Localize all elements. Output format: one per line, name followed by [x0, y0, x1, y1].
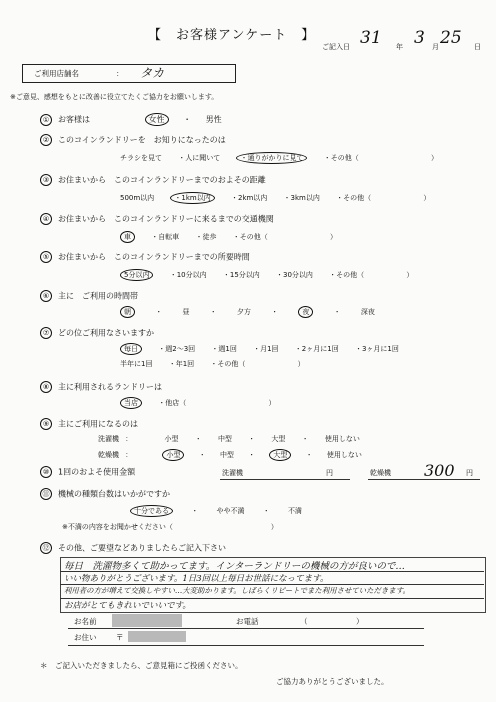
name-line	[68, 628, 246, 629]
option-15min[interactable]: ・15分以内	[222, 271, 260, 279]
option-2-3-weekly[interactable]: ・週2～3回	[158, 345, 196, 353]
date-month-unit: 月	[432, 43, 439, 51]
option-weekly[interactable]: ・週1回	[211, 345, 237, 353]
option-monthly[interactable]: ・月1回	[253, 345, 279, 353]
option-passing-by-selected[interactable]: ・通りがかりに見て	[236, 152, 307, 164]
option-other[interactable]: ・その他（	[210, 360, 246, 368]
question-number: ①	[40, 114, 52, 126]
comment-line-1: 毎日 洗濯物多くて助かってます。インターランドリーの機械の方が良いので…	[64, 561, 405, 572]
question-8-options: 当店 ・他店（ ）	[120, 397, 275, 409]
dissatisfaction-note: ※不満の内容をお聞かせください（ ）	[62, 523, 278, 531]
question-4: ④ お住まいから このコインランドリーに来るまでの交通機関	[40, 213, 274, 225]
washer-medium[interactable]: 中型	[217, 435, 232, 443]
question-text: 主に ご利用の時間帯	[58, 291, 138, 301]
option-30min[interactable]: ・30分以内	[276, 271, 313, 279]
store-colon: ：	[116, 69, 124, 78]
question-text: お客様は	[58, 115, 90, 124]
option-evening[interactable]: 夕方	[236, 308, 251, 316]
question-12: ⑫ その他、ご要望などありましたらご記入下さい	[40, 542, 226, 554]
option-other-store[interactable]: ・他店（	[158, 399, 187, 407]
intro-text: ※ご意見、感想をもとに改善に役立てたくご協力をお願いします。	[10, 93, 219, 101]
question-7-options-row2: 半年に1回 ・年1回 ・その他（ ）	[120, 360, 305, 368]
question-10: ⑩ 1回のおよそ使用金額	[40, 466, 135, 478]
phone-paren-open: （	[300, 617, 308, 626]
question-6: ⑥ 主に ご利用の時間帯	[40, 290, 138, 302]
washer-large[interactable]: 大型	[271, 435, 286, 443]
yen-label-1: 円	[326, 469, 333, 477]
option-5min-selected[interactable]: 5分以内	[120, 269, 153, 281]
option-2km[interactable]: ・2km以内	[230, 194, 268, 202]
question-5-options: 5分以内 ・10分以内 ・15分以内 ・30分以内 ・その他（ ）	[120, 269, 413, 281]
question-9: ⑨ 主にご利用になるのは	[40, 418, 138, 430]
option-flyer[interactable]: チラシを見て	[120, 154, 162, 162]
question-7-options	[120, 343, 399, 355]
question-text: 1回のおよそ使用金額	[58, 467, 136, 477]
question-2: ② このコインランドリーを お知りになったのは	[40, 134, 226, 146]
option-walk[interactable]: ・徒歩	[195, 233, 217, 241]
question-text: その他、ご要望などありましたらご記入下さい	[58, 543, 226, 553]
date-year-unit: 年	[396, 43, 403, 51]
address-redacted	[128, 631, 186, 642]
option-500m[interactable]: 500m以内	[120, 194, 155, 202]
dryer-amount-line	[368, 479, 480, 480]
option-noon[interactable]: 昼	[182, 308, 190, 316]
comment-line-4: お店がとてもきれいでいいです。	[64, 601, 191, 611]
question-11-options: 十分である ・ やや不満 ・ 不満	[130, 505, 302, 517]
option-unsatisfied[interactable]: 不満	[287, 507, 302, 515]
question-11: ⑪ 機械の種類台数はいかがですか	[40, 488, 170, 500]
option-half-yearly[interactable]: 半年に1回	[120, 360, 153, 368]
option-male[interactable]: 男性	[205, 115, 222, 124]
comment-line-3: 利用者の方が増えて交換しやすい…大変助かります。しばらくリピートでまた利用させていただきます。	[64, 586, 410, 595]
option-1km-selected[interactable]: ・1km以内	[170, 192, 214, 204]
option-other[interactable]: ・その他（	[336, 194, 372, 202]
option-this-store-selected[interactable]: 当店	[120, 397, 142, 409]
question-text: 主に利用されるランドリーは	[58, 382, 162, 392]
survey-title: 【 お客様アンケート 】	[148, 28, 316, 43]
question-6-options: 朝 ・ 昼 ・ 夕方 ・ 夜 ・ 深夜	[120, 306, 375, 318]
washer-not-used[interactable]: 使用しない	[324, 435, 360, 443]
address-line	[68, 645, 424, 646]
question-8: ⑧ 主に利用されるランドリーは	[40, 381, 162, 393]
washer-amount-line	[220, 479, 350, 480]
option-morning-selected[interactable]: 朝	[120, 306, 135, 318]
question-text: 機械の種類台数はいかがですか	[58, 489, 170, 499]
question-text: 主にご利用になるのは	[58, 419, 138, 429]
dryer-amount-label: 乾燥機	[370, 469, 391, 477]
dryer-large-selected[interactable]: 大型	[269, 449, 291, 461]
question-text: お住まいから このコインランドリーまでのおよその距離	[58, 175, 266, 185]
question-text: どの位ご利用なさいますか	[58, 328, 154, 338]
option-quarterly[interactable]: ・3ヶ月に1回	[354, 345, 399, 353]
option-night-selected[interactable]: 夜	[298, 306, 313, 318]
option-10min[interactable]: ・10分以内	[169, 271, 207, 279]
question-3-options: 500m以内 ・1km以内 ・2km以内 ・3km以内 ・その他（ ）	[120, 194, 431, 202]
washer-label: 洗濯機	[98, 435, 119, 443]
option-car-selected[interactable]: 車	[120, 231, 135, 243]
question-text: お住まいから このコインランドリーに来るまでの交通機関	[58, 214, 274, 224]
option-bimonthly[interactable]: ・2ヶ月に1回	[294, 345, 339, 353]
option-somewhat-unsatisfied[interactable]: やや不満	[216, 507, 245, 515]
question-text: お住まいから このコインランドリーまでの所要時間	[58, 252, 250, 262]
option-other[interactable]: ・その他（	[232, 233, 268, 241]
comment-line-2: いい物ありがとうございます。1日3回以上毎日お世話になってます。	[64, 574, 329, 584]
dryer-row: 乾燥機 ： 小型 ・ 中型 ・ 大型 ・ 使用しない	[98, 451, 362, 459]
question-4-options: 車 ・自転車 ・徒歩 ・その他（ ）	[120, 231, 337, 243]
dryer-amount-value: 300	[424, 461, 455, 480]
phone-label: お電話	[236, 617, 259, 626]
option-other[interactable]: ・その他（	[329, 271, 365, 279]
dryer-small-selected[interactable]: 小型	[162, 449, 184, 461]
option-female-selected[interactable]: 女性	[145, 113, 169, 126]
dryer-not-used[interactable]: 使用しない	[326, 451, 362, 459]
washer-small[interactable]: 小型	[164, 435, 179, 443]
option-other[interactable]: ・その他（	[323, 154, 359, 162]
date-year: 31	[360, 28, 382, 48]
yen-label-2: 円	[466, 469, 473, 477]
question-2-options: チラシを見て ・人に聞いて ・通りがかりに見て ・その他（ ）	[120, 154, 438, 162]
option-sufficient-selected[interactable]: 十分である	[130, 505, 173, 517]
store-label: ご利用店舗名	[34, 69, 79, 78]
store-name-value: タカ	[140, 66, 165, 80]
washer-amount-label: 洗濯機	[222, 469, 243, 477]
date-day: 25	[440, 28, 462, 48]
dryer-medium[interactable]: 中型	[219, 451, 234, 459]
option-bicycle[interactable]: ・自転車	[151, 233, 180, 241]
phone-paren-close: ）	[356, 617, 364, 626]
washer-row: 洗濯機 ： 小型 ・ 中型 ・ 大型 ・ 使用しない	[98, 435, 360, 443]
option-word-of-mouth[interactable]: ・人に聞いて	[178, 154, 221, 162]
option-yearly[interactable]: ・年1回	[168, 360, 195, 368]
date-month: 3	[414, 28, 425, 48]
address-label: お住い	[74, 633, 97, 642]
name-label: お名前	[74, 617, 97, 626]
question-1: ① お客様は 女性 ・ 男性	[40, 113, 222, 126]
postal-mark: 〒	[116, 633, 124, 642]
phone-line	[234, 628, 424, 629]
dryer-label: 乾燥機	[98, 451, 119, 459]
footer-thanks: ご協力ありがとうございました。	[276, 677, 389, 686]
question-7: ⑦ どの位ご利用なさいますか	[40, 327, 154, 339]
date-day-unit: 日	[474, 43, 481, 51]
question-5: ⑤ お住まいから このコインランドリーまでの所要時間	[40, 251, 250, 263]
option-3km[interactable]: ・3km以内	[283, 194, 320, 202]
footer-note: ＊ ご記入いただきましたら、ご意見箱にご投函ください。	[40, 661, 243, 670]
date-label: ご記入日	[322, 43, 350, 51]
option-daily-selected[interactable]: 毎日	[120, 343, 142, 355]
name-redacted	[112, 614, 182, 627]
option-late-night[interactable]: 深夜	[360, 308, 375, 316]
question-text: このコインランドリーを お知りになったのは	[58, 135, 226, 145]
question-3: ③ お住まいから このコインランドリーまでのおよその距離	[40, 174, 266, 186]
